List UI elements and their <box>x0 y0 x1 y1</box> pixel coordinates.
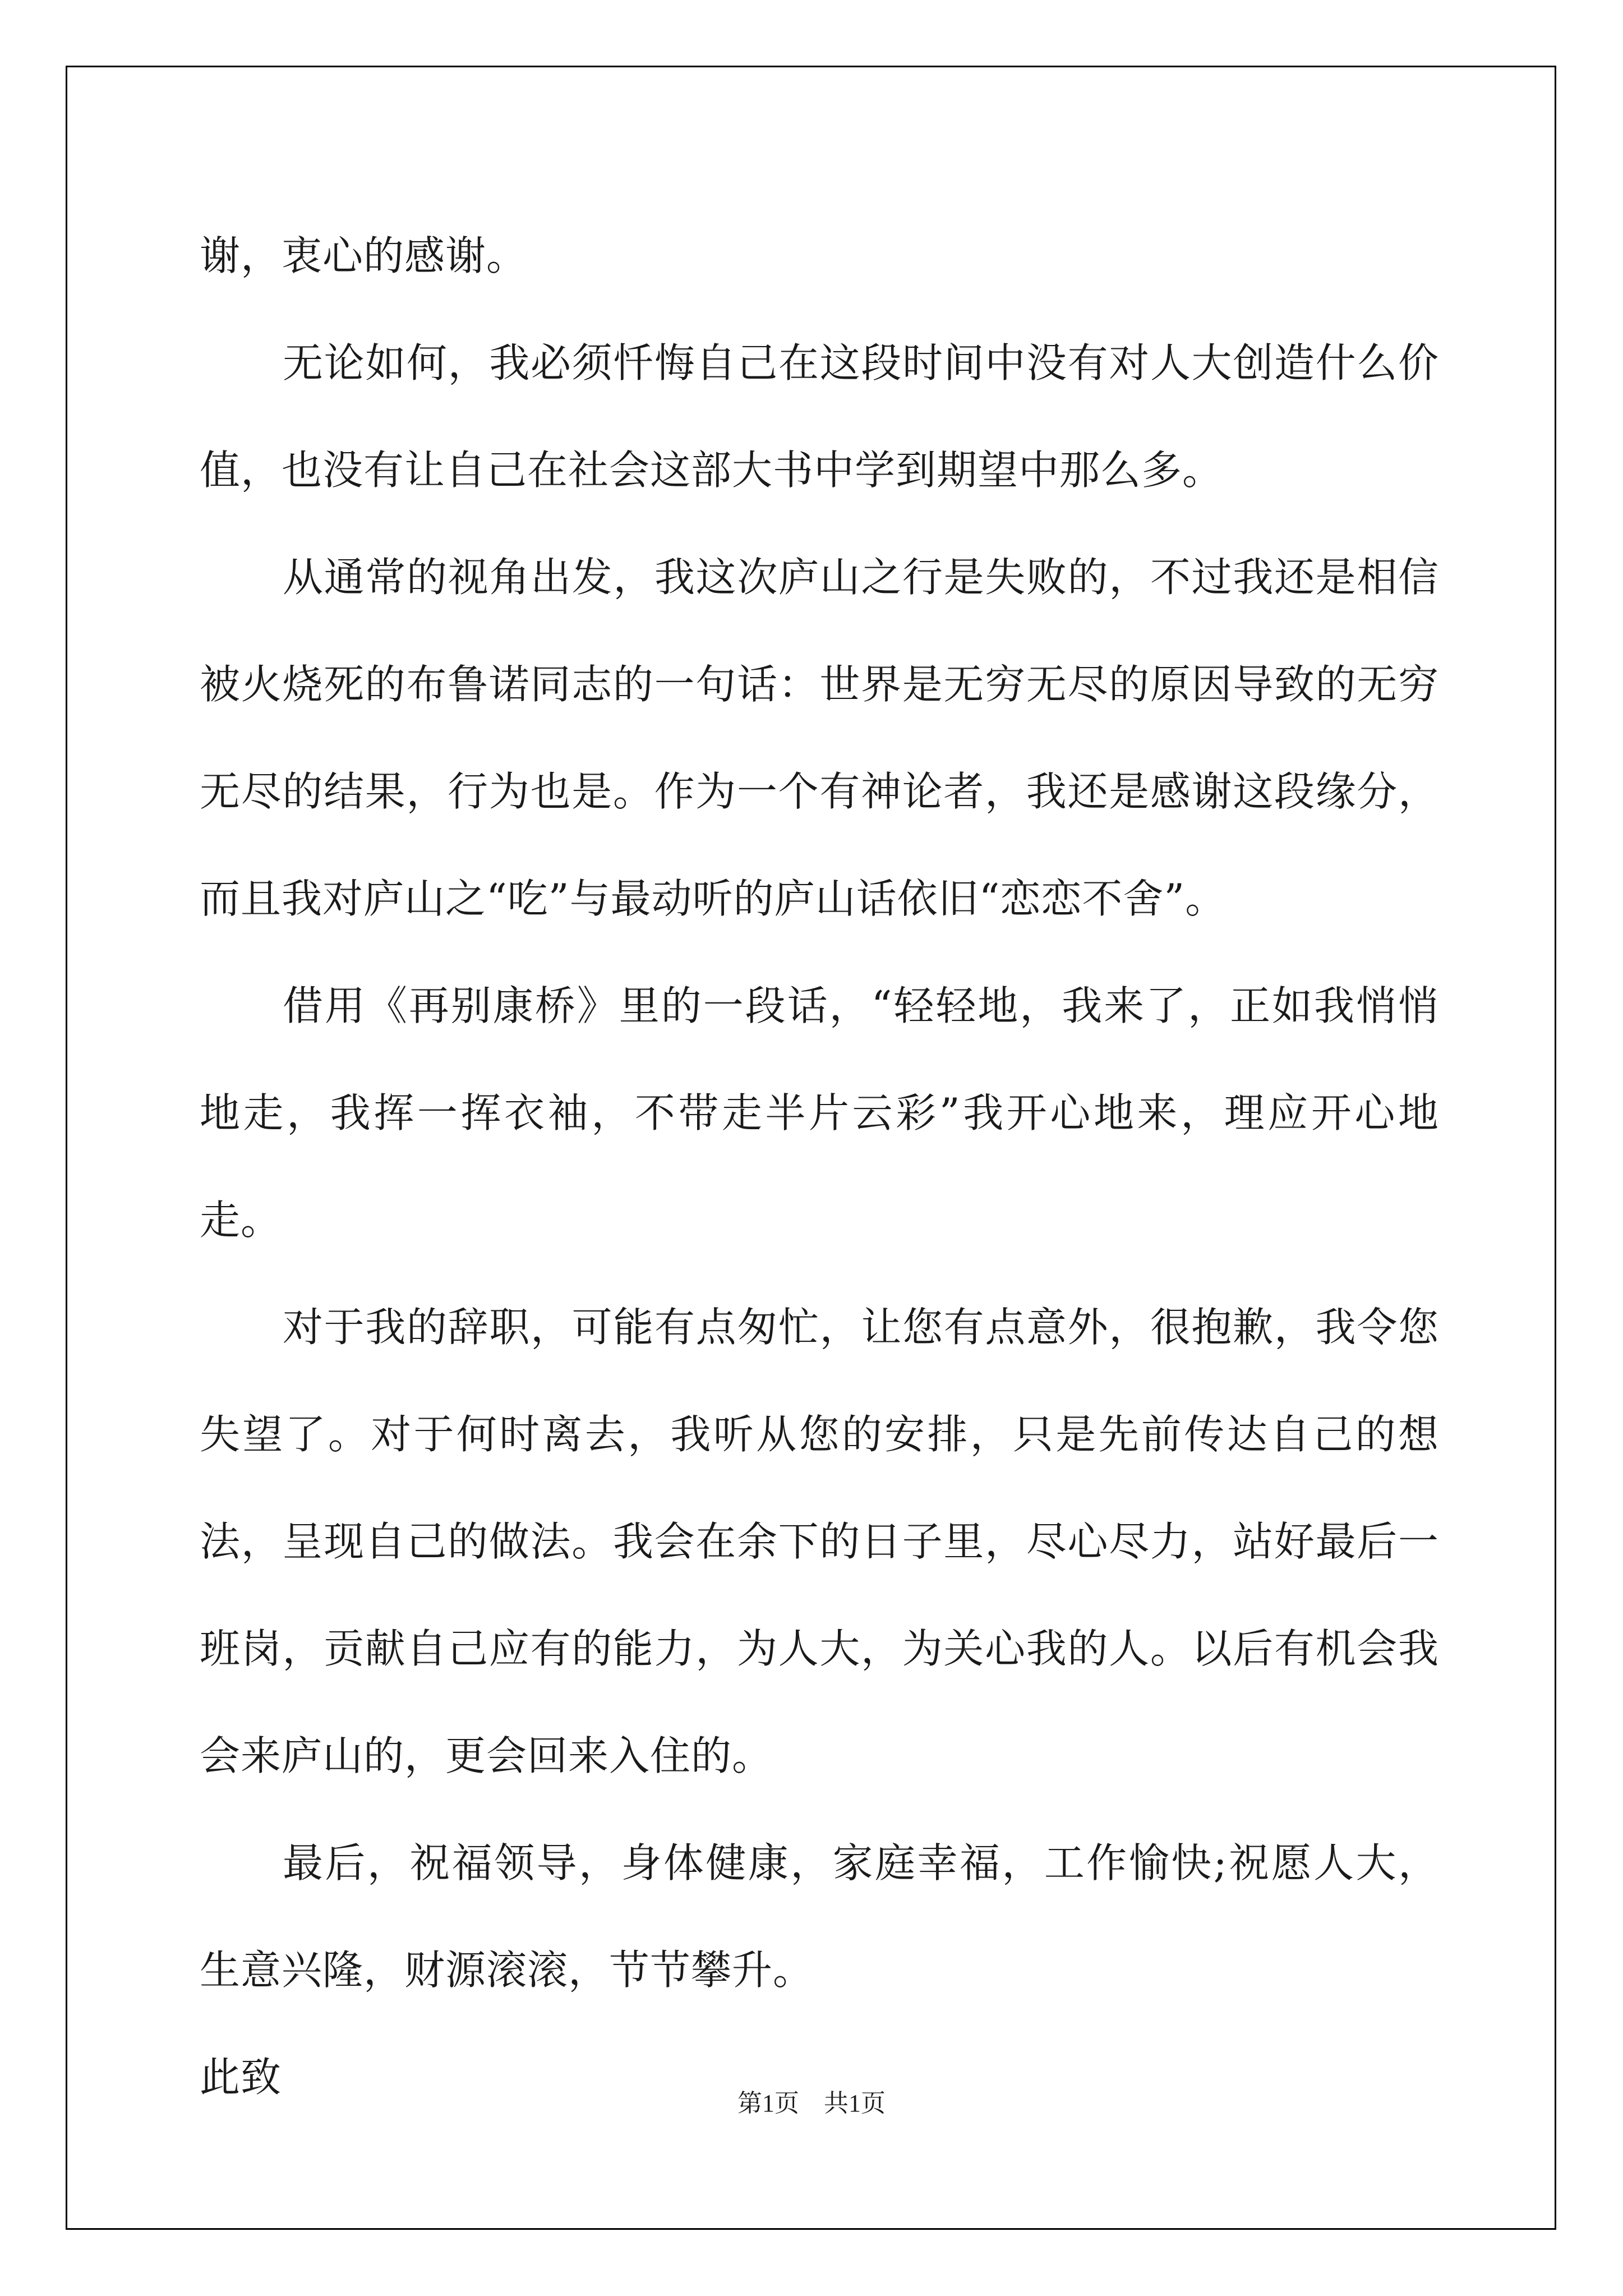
paragraph-1: 谢，衷心的感谢。 <box>200 232 528 279</box>
paragraph-4: 借用《再别康桥》里的一段话，“轻轻地，我来了，正如我悄悄地走，我挥一挥衣袖，不带走半片云彩”我开心地来，理应开心地走。 <box>200 982 1439 1244</box>
paragraph-2: 无论如何，我必须忏悔自己在这段时间中没有对人大创造什么价值，也没有让自己在社会这部大书中学到期望中那么多。 <box>200 339 1439 494</box>
document-body <box>200 203 1439 2131</box>
paragraph-6: 最后，祝福领导，身体健康，家庭幸福，工作愉快;祝愿人大，生意兴隆，财源滚滚，节节攀升。 <box>200 1839 1439 1994</box>
page-number-footer: 第1页 共1页 <box>737 2090 886 2117</box>
paragraph-5: 对于我的辞职，可能有点匆忙，让您有点意外，很抱歉，我令您失望了。对于何时离去，我听从您的安排，只是先前传达自己的想法，呈现自己的做法。我会在余下的日子里，尽心尽力，站好最后一班岗，贡献自己应有的能力，为人大，为关心我的人。以后有机会我会来庐山的，更会回来入住的。 <box>200 1304 1439 1779</box>
closing-salutation: 此致 <box>200 2054 282 2101</box>
paragraph-3: 从通常的视角出发，我这次庐山之行是失败的，不过我还是相信被火烧死的布鲁诺同志的一句话：世界是无穷无尽的原因导致的无穷无尽的结果，行为也是。作为一个有神论者，我还是感谢这段缘分，而且我对庐山之“吃”与最动听的庐山话依旧“恋恋不舍”。 <box>200 554 1439 922</box>
